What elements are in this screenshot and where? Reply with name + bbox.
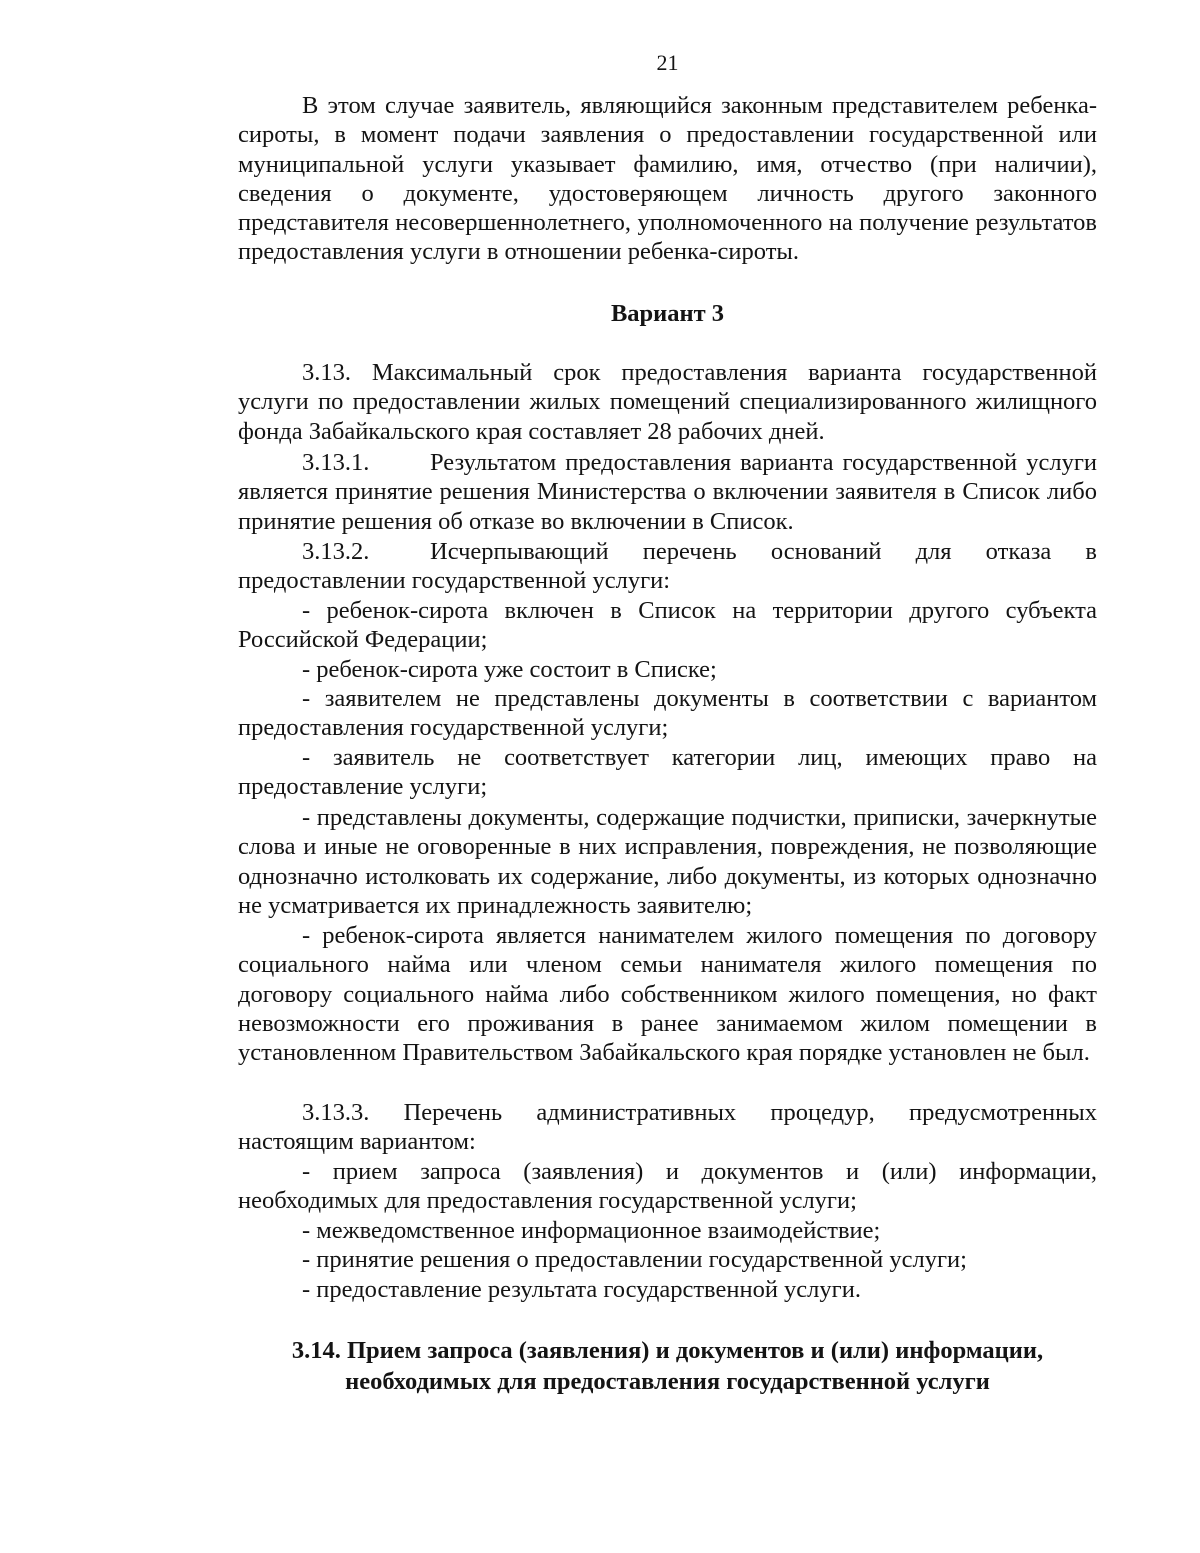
refusal-ground-1: - ребенок-сирота включен в Список на территории другого субъекта Российской Федерации;: [238, 597, 1097, 654]
refusal-ground-4: - заявитель не соответствует категории лиц, имеющих право на предоставление услуги;: [238, 744, 1097, 801]
page-number: 21: [656, 50, 679, 75]
paragraph-3-13: 3.13. Максимальный срок предоставления варианта государственной услуги по предоставлении жилых помещений специализированного жилищного фонда Забайкальского края составляет 28 рабочих дней.: [238, 359, 1097, 445]
paragraph-text: Исчерпывающий перечень оснований для отказа в предоставлении государственной услуги:: [238, 538, 1097, 595]
intro-paragraph: В этом случае заявитель, являющийся законным представителем ребенка-сироты, в момент подачи заявления о предоставлении государственной или муниципальной услуги указывает фамилию, имя, отчество (при наличии), сведения о документе, удостоверяющем личность другого законного представителя несовершеннолетнего, уполномоченного на получение результатов предоставления услуги в отношении ребенка-сироты.: [238, 92, 1097, 266]
refusal-ground-6: - ребенок-сирота является нанимателем жилого помещения по договору социального найма или членом семьи нанимателя жилого помещения по договору социального найма либо собственником жилого помещения, но факт невозможности его проживания в ранее занимаемом жилом помещении в установленном Правительством Забайкальского края порядке установлен не был.: [238, 922, 1097, 1067]
paragraph-3-13-1: [238, 448, 1097, 536]
procedure-2: - межведомственное информационное взаимодействие;: [302, 1217, 881, 1244]
section-heading: [238, 1335, 1097, 1397]
section-heading-line-1: 3.14. Прием запроса (заявления) и документов и (или) информации,: [291, 1337, 1044, 1364]
procedure-1: - прием запроса (заявления) и документов и (или) информации, необходимых для предоставления государственной услуги;: [238, 1158, 1097, 1215]
item-number: 3.13.2.: [302, 538, 370, 565]
item-number: 3.13.1.: [302, 449, 370, 476]
paragraph-text: Результатом предоставления варианта государственной услуги является принятие решения Министерства о включении заявителя в Список либо принятие решения об отказе во включении в Список.: [238, 449, 1097, 535]
variant-heading: Вариант 3: [610, 300, 725, 327]
paragraph-3-13-3: 3.13.3. Перечень административных процедур, предусмотренных настоящим вариантом:: [238, 1099, 1097, 1156]
paragraph-3-13-2: [238, 537, 1097, 596]
section-heading-line-2: необходимых для предоставления государственной услуги: [345, 1368, 990, 1395]
procedure-4: - предоставление результата государственной услуги.: [302, 1276, 861, 1303]
procedure-3: - принятие решения о предоставлении государственной услуги;: [302, 1246, 967, 1273]
refusal-ground-2: - ребенок-сирота уже состоит в Списке;: [302, 656, 717, 683]
refusal-ground-3: - заявителем не представлены документы в соответствии с вариантом предоставления государственной услуги;: [238, 685, 1097, 742]
refusal-ground-5: - представлены документы, содержащие подчистки, приписки, зачеркнутые слова и иные не оговоренные в них исправления, повреждения, не позволяющие однозначно истолковать их содержание, либо документы, из которых однозначно не усматривается их принадлежность заявителю;: [238, 804, 1097, 919]
